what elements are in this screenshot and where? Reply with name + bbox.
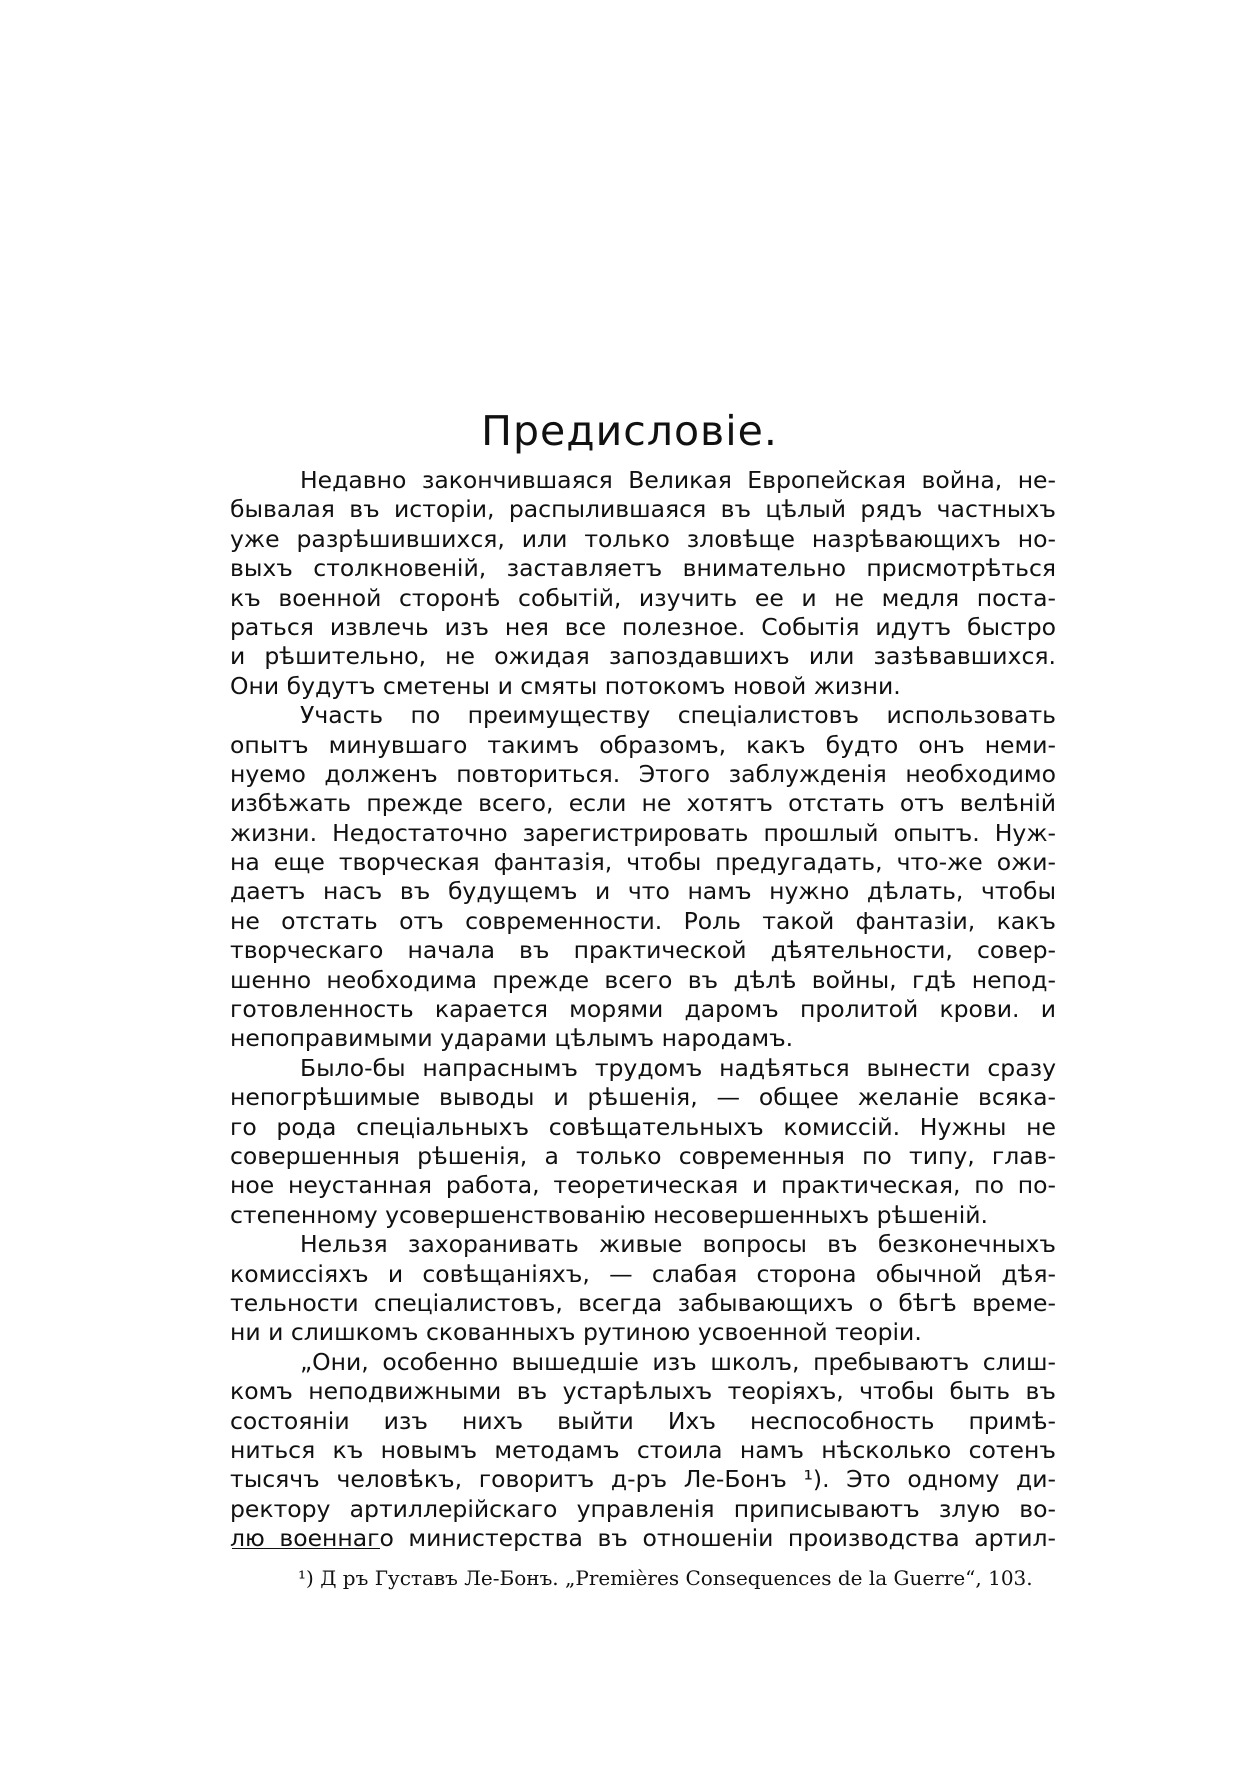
footnote bbox=[298, 1565, 1058, 1591]
text-line: раться извлечь изъ нея все полезное. Событія идутъ быстро bbox=[230, 612, 1056, 641]
text-line: нуемо долженъ повториться. Этого заблужденія необходимо bbox=[230, 759, 1056, 788]
text-line: комиссіяхъ и совѣщаніяхъ, — слабая сторона обычной дѣя- bbox=[230, 1259, 1056, 1288]
text-line: „Они, особенно вышедшіе изъ школъ, пребываютъ слиш- bbox=[300, 1347, 1056, 1376]
footnote-separator bbox=[232, 1548, 380, 1549]
text-line: тысячъ человѣкъ, говоритъ д-ръ Ле-Бонъ ¹). Это одному ди- bbox=[230, 1465, 1056, 1494]
text-line: не отстать отъ современности. Роль такой фантазіи, какъ bbox=[230, 906, 1056, 935]
text-line: ниться къ новымъ методамъ стоила намъ нѣсколько сотенъ bbox=[230, 1435, 1056, 1464]
text-line: Они будутъ сметены и смяты потокомъ новой жизни. bbox=[230, 671, 901, 700]
text-line: Нельзя захоранивать живые вопросы въ безконечныхъ bbox=[300, 1230, 1056, 1259]
text-line: комъ неподвижными въ устарѣлыхъ теоріяхъ, чтобы быть въ bbox=[230, 1377, 1056, 1406]
text-line: ни и слишкомъ скованныхъ рутиною усвоенной теоріи. bbox=[230, 1318, 922, 1347]
text-line: опытъ минувшаго такимъ образомъ, какъ будто онъ неми- bbox=[230, 730, 1056, 759]
text-line: тельности спеціалистовъ, всегда забывающихъ о бѣгѣ време- bbox=[230, 1288, 1056, 1317]
text-line: къ военной сторонѣ событій, изучить ее и не медля поста- bbox=[230, 583, 1056, 612]
text-line: бывалая въ исторіи, распылившаяся въ цѣлый рядъ частныхъ bbox=[230, 495, 1056, 524]
text-line: Было-бы напраснымъ трудомъ надѣяться вынести сразу bbox=[300, 1053, 1056, 1082]
text-line: Недавно закончившаяся Великая Европейская война, не- bbox=[300, 466, 1056, 494]
text-line: творческаго начала въ практической дѣятельности, совер- bbox=[230, 936, 1056, 965]
text-line: шенно необходима прежде всего въ дѣлѣ войны, гдѣ непод- bbox=[230, 965, 1056, 994]
text-line: непоправимыми ударами цѣлымъ народамъ. bbox=[230, 1024, 794, 1053]
text-line: даетъ насъ въ будущемъ и что намъ нужно дѣлать, чтобы bbox=[230, 877, 1056, 906]
text-line: готовленность карается морями даромъ пролитой крови. и bbox=[230, 995, 1056, 1024]
text-line: выхъ столкновеній, заставляетъ внимательно присмотрѣться bbox=[230, 554, 1056, 583]
footnote-text: Д ръ Густавъ Ле-Бонъ. „Premières Consequences de la Guerre“, 103. bbox=[320, 1566, 1033, 1590]
text-line: лю военнаго министерства въ отношеніи производства артил- bbox=[230, 1524, 1056, 1553]
page-title: Предисловіе. bbox=[481, 407, 778, 455]
text-line: го рода спеціальныхъ совѣщательныхъ комиссій. Нужны не bbox=[230, 1112, 1056, 1141]
preface-body bbox=[230, 466, 1056, 1553]
text-line: уже разрѣшившихся, или только зловѣще назрѣвающихъ но- bbox=[230, 524, 1056, 553]
text-line: ректору артиллерійскаго управленія приписываютъ злую во- bbox=[230, 1494, 1056, 1523]
text-line: совершенныя рѣшенія, а только современныя по типу, глав- bbox=[230, 1141, 1056, 1170]
text-line: степенному усовершенствованію несовершенныхъ рѣшеній. bbox=[230, 1200, 988, 1229]
text-line: на еще творческая фантазія, чтобы предугадать, что-же ожи- bbox=[230, 848, 1056, 877]
text-line: ное неустанная работа, теоретическая и практическая, по по- bbox=[230, 1171, 1056, 1200]
text-line: непогрѣшимые выводы и рѣшенія, — общее желаніе всяка- bbox=[230, 1083, 1056, 1112]
footnote-marker: ¹) bbox=[298, 1566, 314, 1590]
text-line: состояніи изъ нихъ выйти Ихъ неспособность примѣ- bbox=[230, 1406, 1056, 1435]
text-line: и рѣшительно, не ожидая запоздавшихъ или зазѣвавшихся. bbox=[230, 642, 1056, 671]
text-line: избѣжать прежде всего, если не хотятъ отстать отъ велѣній bbox=[230, 789, 1056, 818]
text-line: жизни. Недостаточно зарегистрировать прошлый опытъ. Нуж- bbox=[230, 818, 1056, 847]
text-line: Участь по преимуществу спеціалистовъ использовать bbox=[300, 701, 1056, 730]
